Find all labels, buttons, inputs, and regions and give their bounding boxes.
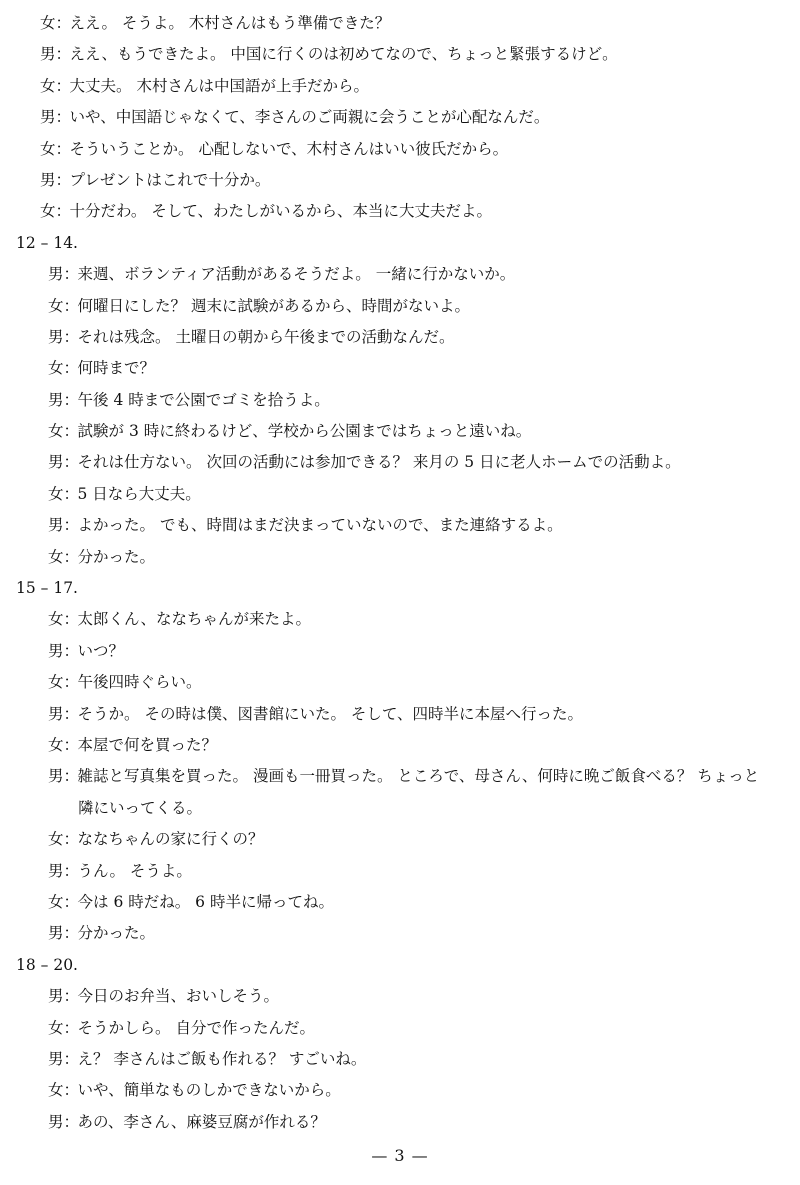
speaker-colon: ：: [63, 296, 80, 315]
utterance-text: 試験が 3 時に終わるけど、学校から公園まではちょっと遠いね。: [77, 422, 532, 441]
dialogue-line: [0, 259, 800, 290]
speaker-label: 女: [48, 1018, 64, 1037]
dialogue-line: [0, 353, 800, 384]
dialogue-line: [0, 761, 800, 792]
speaker-colon: ：: [55, 202, 72, 221]
speaker-colon: ：: [63, 359, 80, 378]
utterance-text: 太郎くん、ななちゃんが来たよ。: [77, 610, 311, 629]
utterance-text: 分かった。: [77, 924, 156, 943]
speaker-colon: ：: [63, 265, 80, 284]
utterance-text: 来週、ボランティア活動があるそうだよ。 一緒に行かないか。: [77, 265, 516, 284]
speaker-colon: ：: [63, 1081, 80, 1100]
dialogue-line: [0, 887, 800, 918]
speaker-colon: ：: [63, 704, 80, 723]
speaker-label: 女: [48, 359, 64, 378]
utterance-text: いや、中国語じゃなくて、李さんのご両親に会うことが心配なんだ。: [69, 108, 550, 127]
speaker-label: 男: [48, 327, 64, 346]
dialogue-line: [0, 1044, 800, 1075]
speaker-label: 女: [48, 610, 64, 629]
speaker-label: 男: [48, 924, 64, 943]
speaker-colon: ：: [63, 422, 80, 441]
speaker-colon: ：: [55, 108, 72, 127]
speaker-label: 男: [48, 704, 64, 723]
dialogue-line: [0, 447, 800, 478]
speaker-label: 男: [40, 170, 56, 189]
dialogue-line: [0, 1013, 800, 1044]
dialogue-line: [0, 134, 800, 165]
utterance-text: 今は 6 時だね。 6 時半に帰ってね。: [77, 892, 334, 911]
speaker-colon: ：: [63, 390, 80, 409]
dialogue-transcript: [0, 8, 800, 1138]
dialogue-line: [0, 1075, 800, 1106]
speaker-colon: ：: [55, 14, 72, 32]
dialogue-line: [0, 510, 800, 541]
section-header: 15 – 17.: [16, 579, 78, 598]
speaker-label: 男: [48, 390, 64, 409]
speaker-label: 男: [40, 108, 56, 127]
speaker-colon: ：: [55, 139, 72, 158]
section-header: 12 – 14.: [16, 233, 78, 252]
utterance-text: 5 日なら大丈夫。: [77, 484, 201, 503]
speaker-colon: ：: [63, 892, 80, 911]
utterance-text: ななちゃんの家に行くの？: [77, 830, 264, 849]
dialogue-line: [0, 416, 800, 447]
speaker-label: 女: [48, 296, 64, 315]
speaker-label: 男: [48, 1049, 64, 1068]
utterance-text: そういうことか。 心配しないで、木村さんはいい彼氏だから。: [69, 139, 509, 158]
dialogue-line: [0, 667, 800, 698]
speaker-colon: ：: [63, 924, 80, 943]
speaker-colon: ：: [63, 327, 80, 346]
speaker-colon: ：: [63, 861, 80, 880]
utterance-text: よかった。 でも、時間はまだ決まっていないので、また連絡するよ。: [77, 516, 563, 535]
utterance-text: プレゼントはこれで十分か。: [69, 170, 271, 189]
dialogue-line: [0, 322, 800, 353]
utterance-text: 午後 4 時まで公園でゴミを拾うよ。: [77, 390, 330, 409]
dialogue-continuation: 隣にいってくる。: [78, 798, 203, 817]
utterance-text: それは残念。 土曜日の朝から午後までの活動なんだ。: [77, 327, 455, 346]
speaker-colon: ：: [63, 484, 80, 503]
dialogue-line: [0, 856, 800, 887]
speaker-colon: ：: [55, 45, 72, 64]
dialogue-line: [0, 8, 800, 39]
speaker-colon: ：: [63, 735, 80, 754]
utterance-text: 十分だわ。 そして、わたしがいるから、本当に大丈夫だよ。: [69, 202, 493, 221]
utterance-text: あの、李さん、麻婆豆腐が作れる？: [77, 1112, 326, 1131]
speaker-colon: ：: [63, 830, 80, 849]
page-number: — 3 —: [371, 1146, 429, 1165]
utterance-text: え？ 李さんはご飯も作れる？ すごいね。: [77, 1049, 367, 1068]
utterance-text: それは仕方ない。 次回の活動には参加できる？ 来月の 5 日に老人ホームでの活動よ。: [77, 453, 681, 472]
utterance-text: ええ。 そうよ。 木村さんはもう準備できた？: [69, 14, 391, 32]
utterance-text: いつ？: [77, 641, 125, 660]
utterance-text: いや、簡単なものしかできないから。: [77, 1081, 341, 1100]
section-header: 18 – 20.: [16, 955, 78, 974]
dialogue-line: [0, 479, 800, 510]
speaker-label: 男: [48, 516, 64, 535]
speaker-colon: ：: [63, 767, 80, 786]
speaker-colon: ：: [63, 987, 80, 1006]
speaker-label: 女: [40, 76, 56, 95]
utterance-text: 何曜日にした？ 週末に試験があるから、時間がないよ。: [77, 296, 470, 315]
speaker-label: 女: [40, 14, 56, 32]
dialogue-line: [0, 824, 800, 855]
speaker-label: 女: [48, 1081, 64, 1100]
speaker-label: 女: [40, 139, 56, 158]
utterance-text: ええ、もうできたよ。 中国に行くのは初めてなので、ちょっと緊張するけど。: [69, 45, 618, 64]
dialogue-line: [0, 165, 800, 196]
speaker-colon: ：: [63, 453, 80, 472]
speaker-colon: ：: [63, 1112, 80, 1131]
speaker-label: 女: [40, 202, 56, 221]
speaker-label: 男: [48, 1112, 64, 1131]
utterance-text: 雑誌と写真集を買った。 漫画も一冊買った。 ところで、母さん、何時に晩ご飯食べる？ ちょっと: [77, 767, 760, 786]
speaker-colon: ：: [63, 641, 80, 660]
speaker-label: 女: [48, 673, 64, 692]
speaker-label: 女: [48, 735, 64, 754]
dialogue-line: [0, 699, 800, 730]
utterance-text: うん。 そうよ。: [77, 861, 192, 880]
speaker-label: 男: [48, 987, 64, 1006]
speaker-label: 女: [48, 892, 64, 911]
dialogue-line: [0, 71, 800, 102]
dialogue-line: [0, 196, 800, 227]
dialogue-line: [0, 636, 800, 667]
utterance-text: そうかしら。 自分で作ったんだ。: [77, 1018, 315, 1037]
dialogue-line: [0, 604, 800, 635]
speaker-colon: ：: [63, 1018, 80, 1037]
speaker-colon: ：: [63, 1049, 80, 1068]
speaker-label: 女: [48, 830, 64, 849]
speaker-label: 女: [48, 422, 64, 441]
dialogue-line: [0, 1107, 800, 1138]
utterance-text: 午後四時ぐらい。: [77, 673, 202, 692]
utterance-text: 本屋で何を買った？: [77, 735, 218, 754]
speaker-label: 女: [48, 547, 64, 566]
utterance-text: 大丈夫。 木村さんは中国語が上手だから。: [69, 76, 369, 95]
speaker-label: 男: [48, 641, 64, 660]
dialogue-line: [0, 542, 800, 573]
speaker-label: 男: [48, 265, 64, 284]
speaker-colon: ：: [63, 516, 80, 535]
speaker-colon: ：: [55, 170, 72, 189]
speaker-colon: ：: [63, 610, 80, 629]
utterance-text: そうか。 その時は僕、図書館にいた。 そして、四時半に本屋へ行った。: [77, 704, 584, 723]
dialogue-line: [0, 385, 800, 416]
dialogue-line: [0, 102, 800, 133]
speaker-label: 男: [48, 767, 64, 786]
speaker-colon: ：: [63, 547, 80, 566]
dialogue-line: [0, 730, 800, 761]
utterance-text: 何時まで？: [77, 359, 156, 378]
speaker-label: 男: [40, 45, 56, 64]
utterance-text: 分かった。: [77, 547, 156, 566]
speaker-label: 女: [48, 484, 64, 503]
speaker-colon: ：: [63, 673, 80, 692]
dialogue-line: [0, 291, 800, 322]
speaker-label: 男: [48, 453, 64, 472]
utterance-text: 今日のお弁当、おいしそう。: [77, 987, 280, 1006]
dialogue-line: [0, 918, 800, 949]
speaker-label: 男: [48, 861, 64, 880]
speaker-colon: ：: [55, 76, 72, 95]
dialogue-line: [0, 39, 800, 70]
dialogue-line: [0, 981, 800, 1012]
